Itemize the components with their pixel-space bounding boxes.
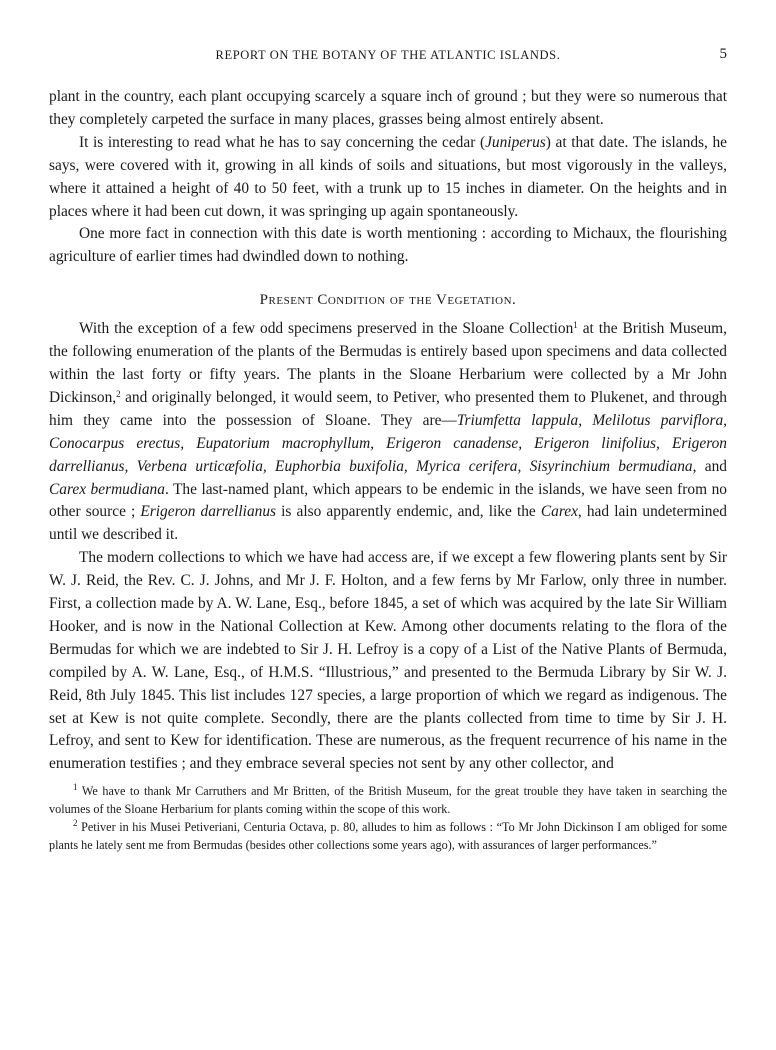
paragraph bbox=[49, 223, 727, 269]
paragraph-text: and originally belonged, it would seem, to Petiver, who presented them to Plukenet, and through him they came into the possession of Sloane. They are— bbox=[49, 388, 727, 429]
paragraph-text: is also apparently endemic, and, like the bbox=[276, 503, 541, 521]
paragraph bbox=[49, 86, 727, 132]
running-head bbox=[49, 40, 727, 62]
footnote bbox=[49, 782, 727, 818]
footnotes bbox=[49, 782, 727, 854]
taxon-name: Carex bbox=[540, 503, 578, 521]
paragraph-text: It is interesting to read what he has to say concerning the cedar ( bbox=[79, 133, 486, 151]
footnote-mark: 1 bbox=[73, 782, 78, 793]
taxon-name: Juniperus bbox=[485, 133, 546, 151]
footnote-ref: 1 bbox=[573, 320, 578, 331]
paragraph-text: , had lain undetermined until we described it. bbox=[49, 503, 727, 544]
footnote-text: We have to thank Mr Carruthers and Mr Britten, of the British Museum, for the great trouble they have taken in searching the volumes of the Sloane Herbarium for plants coming within the scope of this work. bbox=[49, 784, 727, 817]
paragraph-text: and bbox=[696, 457, 727, 475]
footnote-text: Petiver in his Musei Petiveriani, Centuria Octava, p. 80, alludes to him as follows : “To Mr John Dickinson I am obliged for some plants he lately sent me from Bermudas (besides other collections some years ago), with assurances of larger performances.” bbox=[49, 820, 727, 853]
page-number: 5 bbox=[719, 46, 727, 62]
footnote bbox=[49, 818, 727, 854]
paragraph-text: plant in the country, each plant occupying scarcely a square inch of ground ; but they were so numerous that they completely carpeted the surface in many places, grasses being almost entirely absent. bbox=[49, 88, 727, 128]
taxon-name: Erigeron darrellianus bbox=[140, 503, 277, 521]
paragraph bbox=[49, 547, 727, 776]
taxon-name: Carex bermudiana bbox=[49, 480, 165, 498]
body-text bbox=[49, 86, 727, 776]
species-list: Triumfetta lappula, Melilotus parviflora, Conocarpus erectus, Eupatorium macrophyllum, Erigeron canadense, Erigeron linifolius, Erigeron darrellianus, Verbena urticæfolia, Euphorbia buxifolia, Myrica cerifera, Sisyrinchium bermudiana, bbox=[49, 411, 727, 475]
paragraph bbox=[49, 132, 727, 224]
paragraph-text: With the exception of a few odd specimens preserved in the Sloane Collection bbox=[79, 320, 574, 338]
page bbox=[49, 40, 727, 854]
paragraph-text: at the British Museum, the following enumeration of the plants of the Bermudas is entirely based upon specimens and data collected within the last forty or fifty years. The plants in the Sloane Herbarium were collected by a Mr John Dickinson, bbox=[49, 320, 727, 406]
footnote-mark: 2 bbox=[73, 818, 78, 829]
paragraph-text: One more fact in connection with this date is worth mentioning : according to Michaux, the flourishing agriculture of earlier times had dwindled down to nothing. bbox=[49, 225, 727, 266]
paragraph-text: . The last-named plant, which appears to be endemic in the islands, we have seen from no other source ; bbox=[49, 480, 727, 521]
section-heading: Present Condition of the Vegetation. bbox=[259, 292, 517, 309]
running-title: REPORT ON THE BOTANY OF THE ATLANTIC ISLANDS. bbox=[215, 48, 561, 62]
paragraph-text: The modern collections to which we have had access are, if we except a few flowering plants sent by Sir W. J. Reid, the Rev. C. J. Johns, and Mr J. F. Holton, and a few ferns by Mr Farlow, only three in number. First, a collection made by A. W. Lane, Esq., before 1845, a set of which was acquired by the late Sir William Hooker, and is now in the National Collection at Kew. Among other documents relating to the flora of the Bermudas for which we are indebted to Sir J. H. Lefroy is a copy of a List of the Native Plants of Bermuda, compiled by A. W. Lane, Esq., of H.M.S. “Illustrious,” and presented to the Bermuda Library by Sir W. J. Reid, 8th July 1845. This list includes 127 species, a large proportion of which we regard as indigenous. The set at Kew is not quite complete. Secondly, there are the plants collected from time to time by Sir J. H. Lefroy, and sent to Kew for identification. These are numerous, as the frequent recurrence of his name in the enumeration testifies ; and they embrace several species not sent by any other collector, and bbox=[49, 549, 727, 773]
footnote-ref: 2 bbox=[116, 388, 121, 399]
paragraph-text: ) at that date. The islands, he says, were covered with it, growing in all kinds of soils and situations, but most vigorously in the valleys, where it attained a height of 40 to 50 feet, with a trunk up to 15 inches in diameter. On the heights and in places where it had been cut down, it was springing up again spontaneously. bbox=[49, 133, 728, 220]
paragraph bbox=[49, 318, 727, 547]
